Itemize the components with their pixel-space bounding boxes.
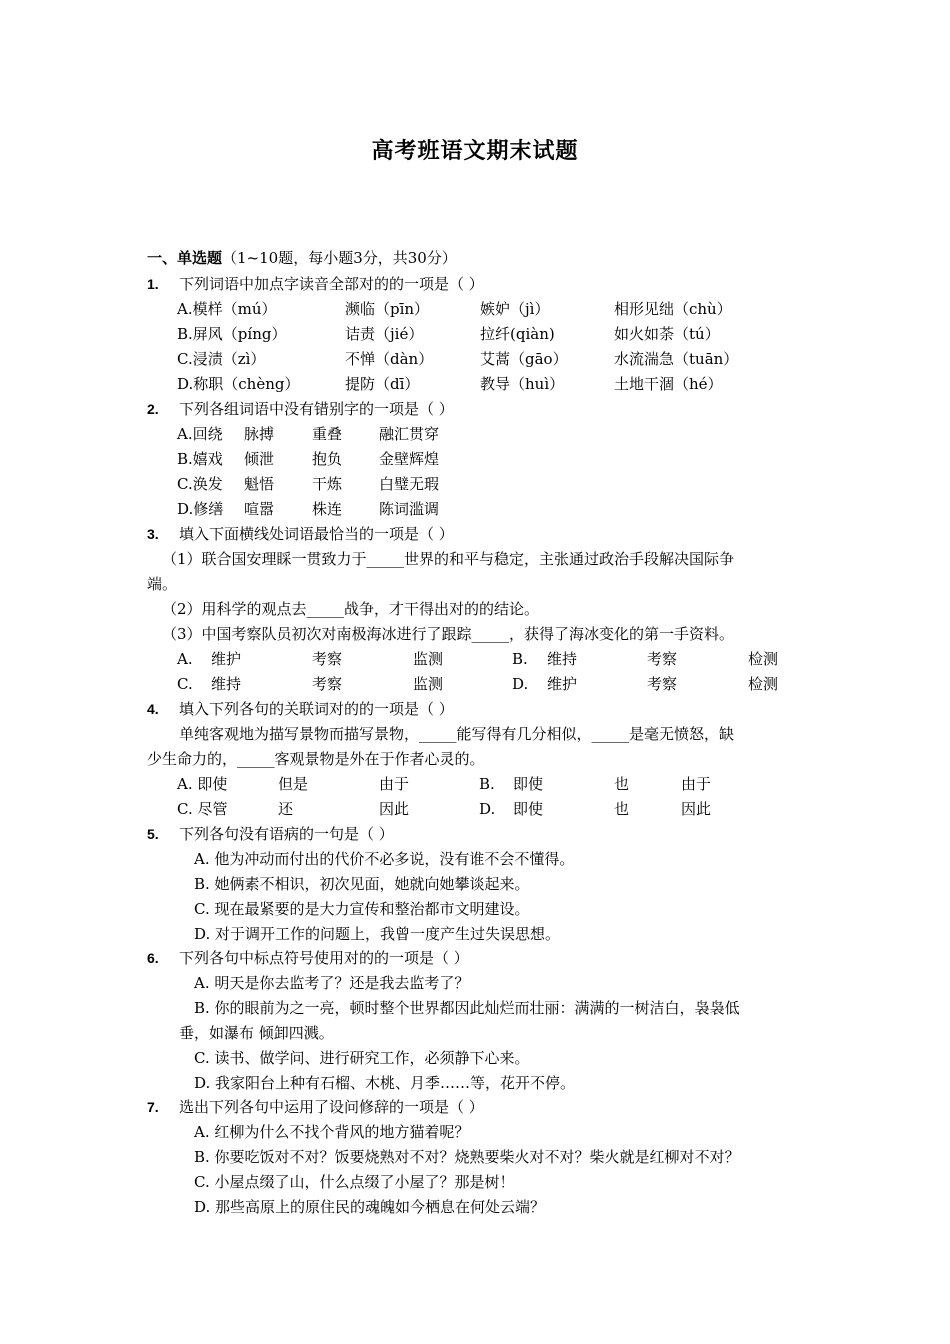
option-cell: C.浸渍（zì）	[177, 350, 266, 368]
option-cell: 抱负	[312, 450, 343, 468]
option-letter: D.	[512, 675, 529, 693]
option-cell: 脉搏	[244, 425, 275, 443]
option-cell: 魁悟	[244, 475, 275, 493]
page-title: 高考班语文期末试题	[371, 138, 579, 164]
option-cell: 白璧无瑕	[379, 475, 440, 493]
question-stem: 下列词语中加点字读音全部对的的一项是（ ）	[179, 275, 484, 293]
option-cell: 由于	[681, 775, 712, 793]
option-line: B. 你的眼前为之一亮，顿时整个世界都因此灿烂而壮丽：满满的一树洁白，袅袅低	[194, 999, 740, 1017]
question-number: 7.	[147, 1099, 159, 1115]
sentence-line: （1）联合国安理睬一贯致力于_____世界的和平与稳定，主张通过政治手段解决国际争	[162, 550, 735, 568]
option-line: C. 小屋点缀了山，什么点缀了小屋了？那是树！	[194, 1173, 515, 1191]
option-cell: 濒临（pīn）	[345, 300, 430, 318]
sentence-line: 端。	[147, 575, 178, 593]
option-cell: B.嬉戏	[177, 450, 223, 468]
option-cell: 陈词滥调	[379, 500, 440, 518]
section-note: （1~10题，每小题3分，共30分）	[222, 249, 457, 267]
option-cell: 融汇贯穿	[379, 425, 440, 443]
option-cell: 监测	[413, 675, 444, 693]
option-cell: 株连	[312, 500, 343, 518]
sentence-line: 少生命力的，_____客观景物是外在于作者心灵的。	[147, 750, 485, 768]
option-line: D. 那些高原上的原住民的魂魄如今栖息在何处云端？	[194, 1198, 546, 1216]
option-line: A. 红柳为什么不找个背风的地方猫着呢？	[194, 1123, 470, 1141]
option-letter: D.	[479, 800, 496, 818]
question-number: 1.	[147, 276, 159, 292]
option-cell: 维持	[211, 675, 242, 693]
option-line: D. 我家阳台上种有石榴、木桃、月季……等，花开不停。	[194, 1074, 576, 1092]
option-cell: 因此	[379, 800, 410, 818]
option-line: D. 对于调开工作的问题上，我曾一度产生过失误思想。	[194, 925, 561, 943]
option-line: C. 现在最紧要的是大力宣传和整治都市文明建设。	[194, 900, 530, 918]
question-stem: 填入下面横线处词语最恰当的一项是（ ）	[179, 525, 454, 543]
option-cell: 检测	[748, 675, 779, 693]
sentence-line: 单纯客观地为描写景物而描写景物，_____能写得有几分相似，_____是毫无愤怒，缺	[179, 725, 735, 743]
option-cell: 维护	[547, 675, 578, 693]
option-cell: 重叠	[312, 425, 343, 443]
option-cell: 也	[614, 800, 630, 818]
option-cell: 喧嚣	[244, 500, 275, 518]
option-cell: 也	[614, 775, 630, 793]
option-cell: 由于	[379, 775, 410, 793]
option-line: C. 读书、做学问、进行研究工作，必须静下心来。	[194, 1049, 530, 1067]
question-number: 5.	[147, 826, 159, 842]
section-title: 一、单选题	[147, 249, 223, 267]
option-cell: 考察	[312, 650, 343, 668]
option-cell: 教导（huì）	[480, 375, 565, 393]
question-stem: 填入下列各句的关联词对的的一项是（ ）	[179, 700, 454, 718]
option-cell: 考察	[312, 675, 343, 693]
question-number: 2.	[147, 401, 159, 417]
option-cell: 维持	[547, 650, 578, 668]
option-cell: A.回绕	[177, 425, 223, 443]
option-letter: C.	[177, 675, 193, 693]
option-cell: 监测	[413, 650, 444, 668]
option-cell: 还	[278, 800, 294, 818]
question-stem: 下列各句没有语病的一句是（ ）	[179, 825, 394, 843]
option-cell: 不惮（dàn）	[345, 350, 434, 368]
option-cell: C.涣发	[177, 475, 223, 493]
option-line: B. 她俩素不相识，初次见面，她就向她攀谈起来。	[194, 875, 530, 893]
option-cell: 干炼	[312, 475, 343, 493]
option-cell: 考察	[647, 675, 678, 693]
option-cell: 检测	[748, 650, 779, 668]
option-cell: 诘责（jié）	[345, 325, 424, 343]
sentence-line: （3）中国考察队员初次对南极海冰进行了跟踪_____，获得了海冰变化的第一手资料。	[162, 625, 735, 643]
option-cell: 土地干涸（hé）	[614, 375, 723, 393]
question-number: 3.	[147, 526, 159, 542]
question-stem: 下列各组词语中没有错别字的一项是（ ）	[179, 400, 454, 418]
option-cell: 因此	[681, 800, 712, 818]
option-letter: B.	[512, 650, 528, 668]
option-cell: B.屏风（píng）	[177, 325, 287, 343]
option-cell: 考察	[647, 650, 678, 668]
option-letter: A.	[177, 650, 193, 668]
option-cell: 提防（dī）	[345, 375, 420, 393]
option-cell: 金壁辉煌	[379, 450, 440, 468]
option-cell: A.模样（mú）	[177, 300, 277, 318]
option-cell: 拉纤(qiàn)	[480, 325, 555, 343]
option-line: A. 明天是你去监考了？还是我去监考了？	[194, 974, 470, 992]
option-cell: 相形见绌（chù）	[614, 300, 732, 318]
option-cell: A. 即使	[177, 775, 228, 793]
question-number: 6.	[147, 950, 159, 966]
sentence-line: （2）用科学的观点去_____战争，才干得出对的的结论。	[162, 600, 540, 618]
option-line: A. 他为冲动而付出的代价不必多说，没有谁不会不懂得。	[194, 850, 575, 868]
option-cell: D.称职（chèng）	[177, 375, 300, 393]
question-stem: 下列各句中标点符号使用对的的一项是（ ）	[179, 949, 469, 967]
option-letter: B.	[479, 775, 495, 793]
option-cell: 倾泄	[244, 450, 275, 468]
question-stem: 选出下列各句中运用了设问修辞的一项是（ ）	[179, 1098, 484, 1116]
option-cell: 维护	[211, 650, 242, 668]
option-cell: 即使	[513, 775, 544, 793]
option-cell: 如火如荼（tú）	[614, 325, 720, 343]
option-cell: D.修缮	[177, 500, 224, 518]
option-cell: 嫉妒（jì）	[480, 300, 550, 318]
option-line-continued: 垂，如瀑布 倾卸四溅。	[179, 1024, 334, 1042]
option-cell: 水流湍急（tuān）	[614, 350, 739, 368]
question-number: 4.	[147, 701, 159, 717]
option-cell: 艾蒿（gāo）	[480, 350, 568, 368]
section-heading	[147, 246, 457, 271]
option-cell: 但是	[278, 775, 309, 793]
option-cell: 即使	[513, 800, 544, 818]
option-cell: C. 尽管	[177, 800, 228, 818]
option-line: B. 你要吃饭对不对？饭要烧熟对不对？烧熟要柴火对不对？柴火就是红柳对不对？	[194, 1148, 740, 1166]
